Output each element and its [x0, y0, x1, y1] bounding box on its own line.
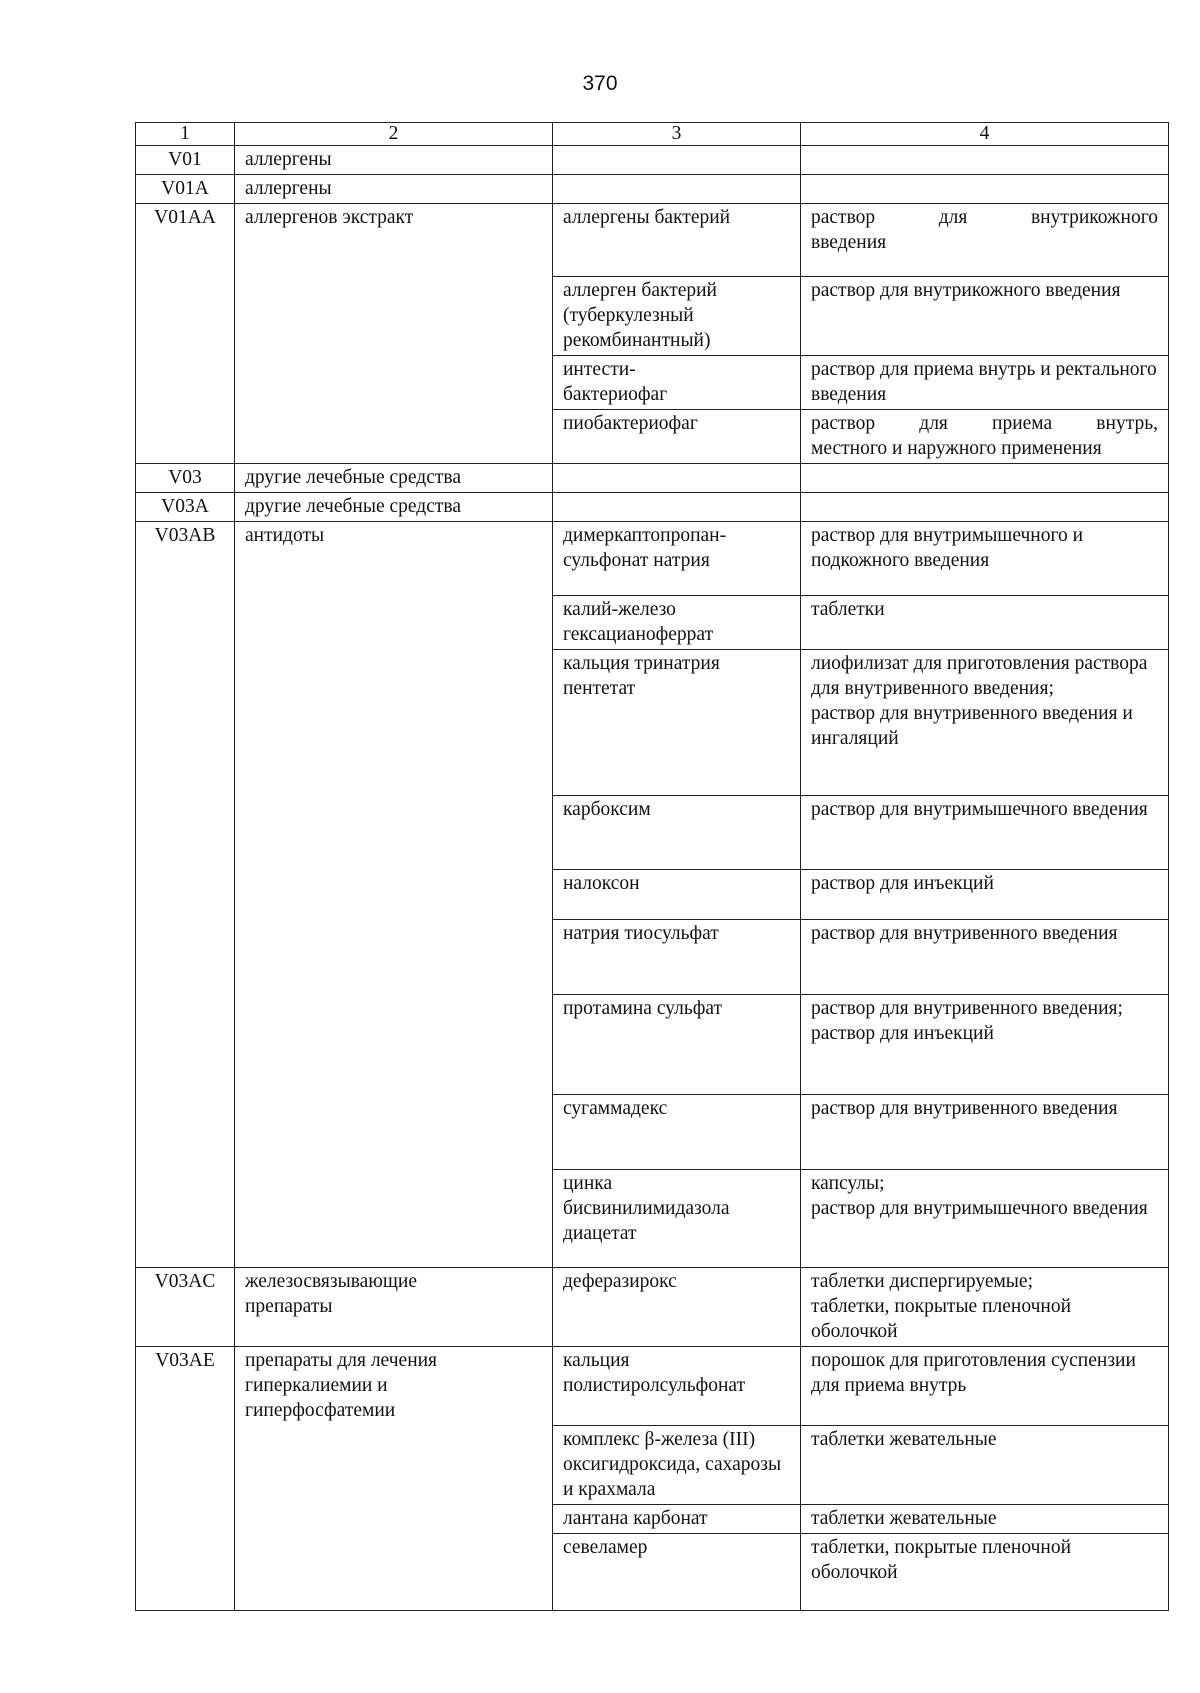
- header-cell: 2: [235, 123, 553, 146]
- drug-name: кальция тринатрия пентетат: [553, 650, 801, 796]
- atc-code: V01AA: [136, 204, 235, 277]
- atc-code: [136, 1170, 235, 1268]
- drug-name: интести- бактериофаг: [553, 356, 801, 410]
- group-name: аллергены: [235, 175, 553, 204]
- table-row: [136, 1347, 1169, 1426]
- drug-name: [553, 175, 801, 204]
- group-name: [235, 356, 553, 410]
- header-cell: 4: [801, 123, 1169, 146]
- atc-code: V03AC: [136, 1268, 235, 1347]
- drug-name: пиобактериофаг: [553, 410, 801, 464]
- table-row: [136, 522, 1169, 596]
- group-name: аллергенов экстракт: [235, 204, 553, 277]
- drug-name: [553, 493, 801, 522]
- atc-code: V03AE: [136, 1347, 235, 1426]
- table-row: [136, 464, 1169, 493]
- table-row: [136, 650, 1169, 796]
- dosage-form: таблетки диспергируемые; таблетки, покрытые пленочной оболочкой: [801, 1268, 1169, 1347]
- drug-table: [135, 122, 1169, 1611]
- group-name: [235, 1095, 553, 1170]
- atc-code: [136, 356, 235, 410]
- page-number: 370: [582, 72, 618, 95]
- atc-code: V03AB: [136, 522, 235, 596]
- atc-code: V03: [136, 464, 235, 493]
- dosage-form: раствор для внутрикожного введения: [801, 277, 1169, 356]
- drug-name: калий-железо гексацианоферрат: [553, 596, 801, 650]
- dosage-form: раствор для внутримышечного и подкожного введения: [801, 522, 1169, 596]
- atc-code: [136, 277, 235, 356]
- header-row: [136, 123, 1169, 146]
- group-name: антидоты: [235, 522, 553, 596]
- drug-name: сугаммадекс: [553, 1095, 801, 1170]
- drug-name: цинка бисвинилимидазола диацетат: [553, 1170, 801, 1268]
- group-name: [235, 1504, 553, 1533]
- atc-code: [136, 920, 235, 995]
- table-row: [136, 920, 1169, 995]
- table-row: [136, 356, 1169, 410]
- drug-name: севеламер: [553, 1533, 801, 1610]
- dosage-form: раствор для внутримышечного введения: [801, 796, 1169, 870]
- group-name: [235, 995, 553, 1095]
- atc-code: [136, 796, 235, 870]
- dosage-form: капсулы; раствор для внутримышечного введения: [801, 1170, 1169, 1268]
- drug-name: комплекс β-железа (III) оксигидроксида, сахарозы и крахмала: [553, 1425, 801, 1504]
- group-name: [235, 596, 553, 650]
- drug-name: натрия тиосульфат: [553, 920, 801, 995]
- table-row: [136, 1170, 1169, 1268]
- dosage-form: раствор для приема внутрь, местного и наружного применения: [801, 410, 1169, 464]
- group-name: [235, 920, 553, 995]
- table-row: [136, 1504, 1169, 1533]
- table-row: [136, 796, 1169, 870]
- table-row: [136, 146, 1169, 175]
- table-row: [136, 995, 1169, 1095]
- atc-code: [136, 410, 235, 464]
- table-row: [136, 1533, 1169, 1610]
- group-name: [235, 1170, 553, 1268]
- atc-code: [136, 1504, 235, 1533]
- dosage-form: раствор для внутривенного введения; раствор для инъекций: [801, 995, 1169, 1095]
- drug-name: лантана карбонат: [553, 1504, 801, 1533]
- dosage-form: порошок для приготовления суспензии для приема внутрь: [801, 1347, 1169, 1426]
- table-row: [136, 410, 1169, 464]
- dosage-form: раствор для внутривенного введения: [801, 920, 1169, 995]
- dosage-form: таблетки, покрытые пленочной оболочкой: [801, 1533, 1169, 1610]
- group-name: [235, 410, 553, 464]
- group-name: железосвязывающие препараты: [235, 1268, 553, 1347]
- header-cell: 1: [136, 123, 235, 146]
- table-row: [136, 493, 1169, 522]
- dosage-form: таблетки жевательные: [801, 1425, 1169, 1504]
- drug-name: аллерген бактерий (туберкулезный рекомбинантный): [553, 277, 801, 356]
- dosage-form: раствор для внутривенного введения: [801, 1095, 1169, 1170]
- table-row: [136, 1268, 1169, 1347]
- table-row: [136, 1095, 1169, 1170]
- drug-name: протамина сульфат: [553, 995, 801, 1095]
- atc-code: [136, 650, 235, 796]
- dosage-form: раствор для инъекций: [801, 870, 1169, 920]
- atc-code: [136, 1425, 235, 1504]
- dosage-form: [801, 493, 1169, 522]
- atc-code: V03A: [136, 493, 235, 522]
- drug-name: [553, 464, 801, 493]
- table-row: [136, 204, 1169, 277]
- dosage-form: [801, 146, 1169, 175]
- dosage-form: раствор для внутрикожного введения: [801, 204, 1169, 277]
- dosage-form: таблетки жевательные: [801, 1504, 1169, 1533]
- dosage-form: [801, 464, 1169, 493]
- table-row: [136, 277, 1169, 356]
- table-row: [136, 1425, 1169, 1504]
- atc-code: [136, 596, 235, 650]
- group-name: аллергены: [235, 146, 553, 175]
- dosage-form: таблетки: [801, 596, 1169, 650]
- atc-code: V01A: [136, 175, 235, 204]
- drug-name: налоксон: [553, 870, 801, 920]
- dosage-form: [801, 175, 1169, 204]
- group-name: [235, 277, 553, 356]
- atc-code: [136, 1095, 235, 1170]
- drug-name: кальция полистиролсульфонат: [553, 1347, 801, 1426]
- drug-name: [553, 146, 801, 175]
- atc-code: [136, 870, 235, 920]
- atc-code: [136, 1533, 235, 1610]
- drug-name: димеркаптопропан- сульфонат натрия: [553, 522, 801, 596]
- group-name: [235, 650, 553, 796]
- dosage-form: раствор для приема внутрь и ректального введения: [801, 356, 1169, 410]
- table-row: [136, 175, 1169, 204]
- table-row: [136, 870, 1169, 920]
- atc-code: V01: [136, 146, 235, 175]
- atc-code: [136, 995, 235, 1095]
- drug-name: аллергены бактерий: [553, 204, 801, 277]
- group-name: [235, 1533, 553, 1610]
- drug-name: карбоксим: [553, 796, 801, 870]
- drug-name: деферазирокс: [553, 1268, 801, 1347]
- group-name: другие лечебные средства: [235, 464, 553, 493]
- group-name: [235, 870, 553, 920]
- group-name: препараты для лечения гиперкалиемии и гиперфосфатемии: [235, 1347, 553, 1426]
- group-name: [235, 796, 553, 870]
- group-name: другие лечебные средства: [235, 493, 553, 522]
- group-name: [235, 1425, 553, 1504]
- table-row: [136, 596, 1169, 650]
- dosage-form: лиофилизат для приготовления раствора для внутривенного введения; раствор для внутривенного введения и ингаляций: [801, 650, 1169, 796]
- header-cell: 3: [553, 123, 801, 146]
